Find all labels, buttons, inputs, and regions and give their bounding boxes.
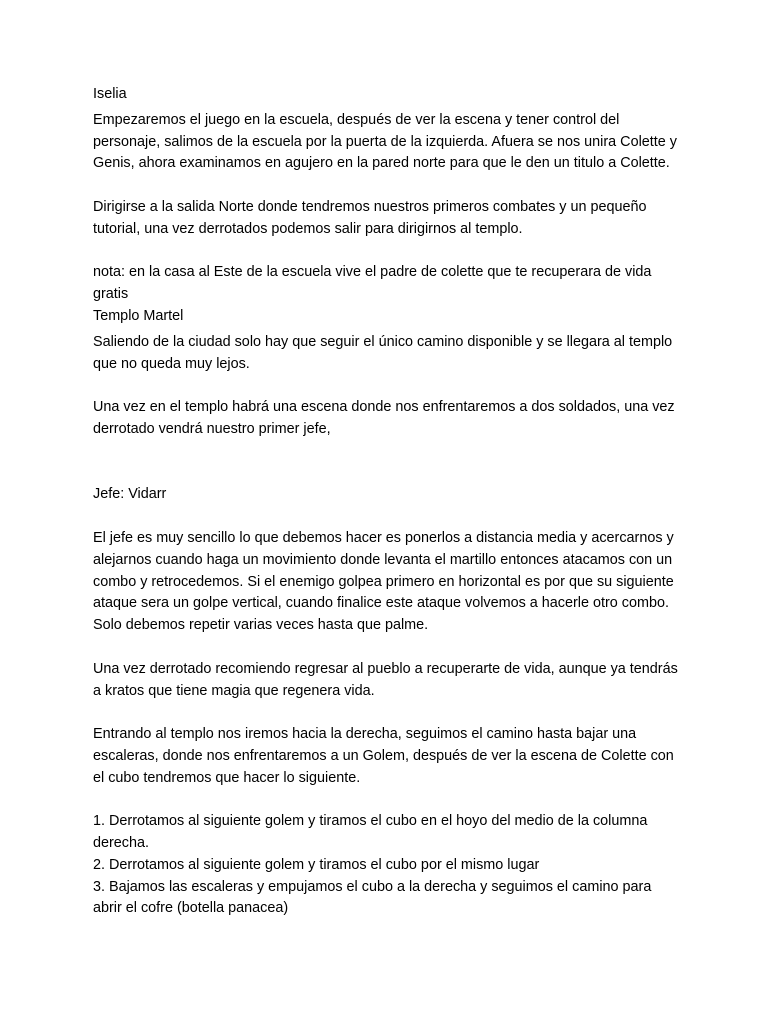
document-body — [93, 84, 683, 920]
paragraph-north-exit: Dirigirse a la salida Norte donde tendremos nuestros primeros combates y un pequeño tutorial, una vez derrotados podemos salir para dirigirnos al templo. — [93, 198, 647, 237]
spacer — [93, 637, 683, 659]
paragraph-enter-temple: Entrando al templo nos iremos hacia la derecha, seguimos el camino hasta bajar una escaleras, donde nos enfrentaremos a un Golem, después de ver la escena de Colette con el cubo tendremos que hacer lo siguiente. — [93, 726, 674, 786]
section-heading-iselia: Iselia — [93, 86, 127, 102]
spacer — [93, 702, 683, 724]
spacer — [93, 790, 683, 812]
spacer — [93, 441, 683, 485]
list-item: 3. Bajamos las escaleras y empujamos el cubo a la derecha y seguimos el camino para abrir el cofre (botella panacea) — [93, 878, 652, 917]
section-heading-jefe: Jefe: Vidarr — [93, 486, 167, 503]
spacer — [93, 506, 683, 528]
list-item: 1. Derrotamos al siguiente golem y tiramos el cubo en el hoyo del medio de la columna derecha. — [93, 813, 648, 852]
paragraph-leaving-city: Saliendo de la ciudad solo hay que seguir el único camino disponible y se llegara al templo que no queda muy lejos. — [93, 333, 673, 372]
list-item: 2. Derrotamos al siguiente golem y tiramos el cubo por el mismo lugar — [93, 856, 540, 873]
paragraph-intro: Empezaremos el juego en la escuela, después de ver la escena y tener control del personaje, salimos de la escuela por la puerta de la izquierda. Afuera se nos unira Colette y Genis, ahora examinamos en agujero en la pared norte para que le den un titulo a Colette. — [93, 111, 677, 172]
spacer — [93, 175, 683, 197]
spacer — [93, 241, 683, 263]
section-heading-templo: Templo Martel — [93, 307, 184, 324]
spacer — [93, 375, 683, 397]
paragraph-after-boss: Una vez derrotado recomiendo regresar al pueblo a recuperarte de vida, aunque ya tendrás a kratos que tiene magia que regenera vida. — [93, 660, 678, 699]
paragraph-note: nota: en la casa al Este de la escuela vive el padre de colette que te recuperara de vida gratis — [93, 264, 652, 303]
paragraph-temple-scene: Una vez en el templo habrá una escena donde nos enfrentaremos a dos soldados, una vez derrotado vendrá nuestro primer jefe, — [93, 399, 675, 437]
paragraph-boss-strategy: El jefe es muy sencillo lo que debemos hacer es ponerlos a distancia media y acercarnos y alejarnos cuando haga un movimiento donde levanta el martillo entonces atacamos con un combo y retrocedemos. Si el enemigo golpea primero en horizontal es por que su siguiente ataque sera un golpe vertical, cuando finalice este ataque volvemos a hacerle otro combo. Solo debemos repetir varias veces hasta que palme. — [93, 529, 674, 634]
